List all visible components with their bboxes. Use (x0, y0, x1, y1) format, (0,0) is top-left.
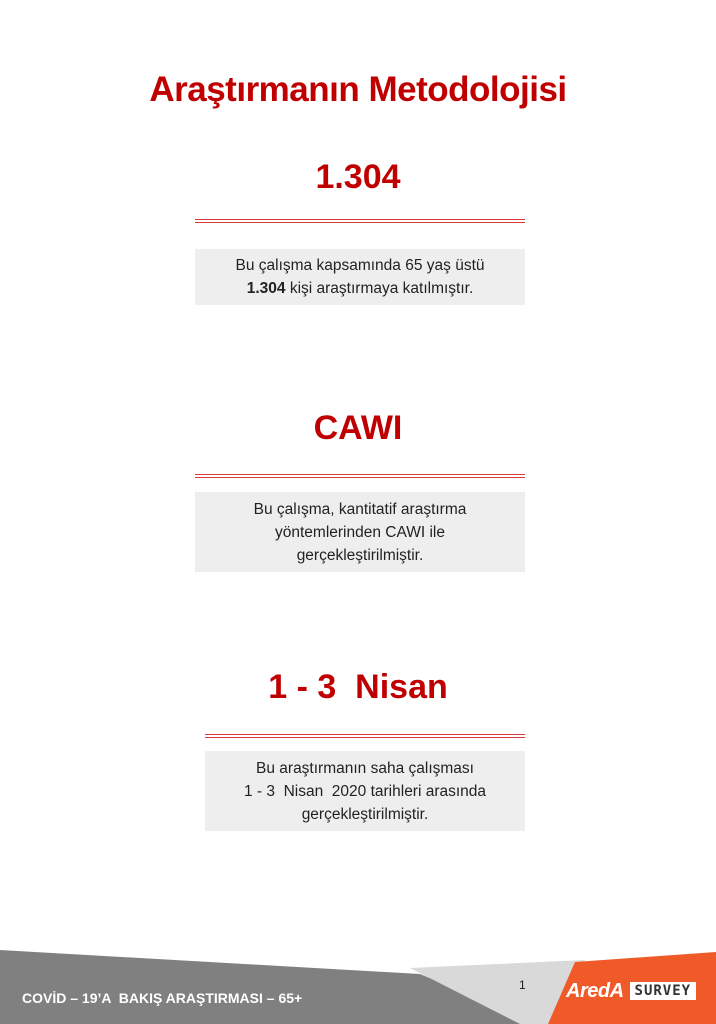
description-line (195, 277, 525, 300)
description-line: 1 - 3 Nisan 2020 tarihleri arasında (243, 782, 487, 800)
section-divider (195, 219, 525, 223)
participant-count: 1.304 (246, 280, 286, 297)
logo-word: SURVEY (630, 982, 697, 1000)
section-divider (195, 474, 525, 478)
description-text: kişi araştırmaya katılmıştır. (285, 280, 474, 297)
footer-title: COVİD – 19’A BAKIŞ ARAŞTIRMASI – 65+ (22, 990, 303, 1006)
section-description-box (195, 492, 525, 572)
page-number: 1 (519, 978, 526, 992)
section-heading-dates: 1 - 3 Nisan (268, 668, 448, 706)
description-line: Bu çalışma kapsamında 65 yaş üstü (235, 257, 485, 274)
logo-mark: AredA (566, 979, 624, 1002)
description-line: yöntemlerinden CAWI ile (275, 523, 445, 541)
description-line: gerçekleştirilmiştir. (296, 546, 424, 564)
description-line: gerçekleştirilmiştir. (301, 805, 429, 823)
section-description-box (195, 249, 525, 305)
description-line: Bu çalışma, kantitatif araştırma (253, 500, 467, 518)
page-title: Araştırmanın Metodolojisi (149, 70, 567, 109)
section-heading-participants: 1.304 (315, 158, 401, 196)
areda-survey-logo (566, 980, 696, 1002)
description-line: Bu araştırmanın saha çalışması (256, 759, 474, 777)
section-heading-method: CAWI (313, 409, 403, 447)
section-divider (205, 734, 525, 738)
footer (0, 940, 716, 1024)
section-description-box (205, 751, 525, 831)
